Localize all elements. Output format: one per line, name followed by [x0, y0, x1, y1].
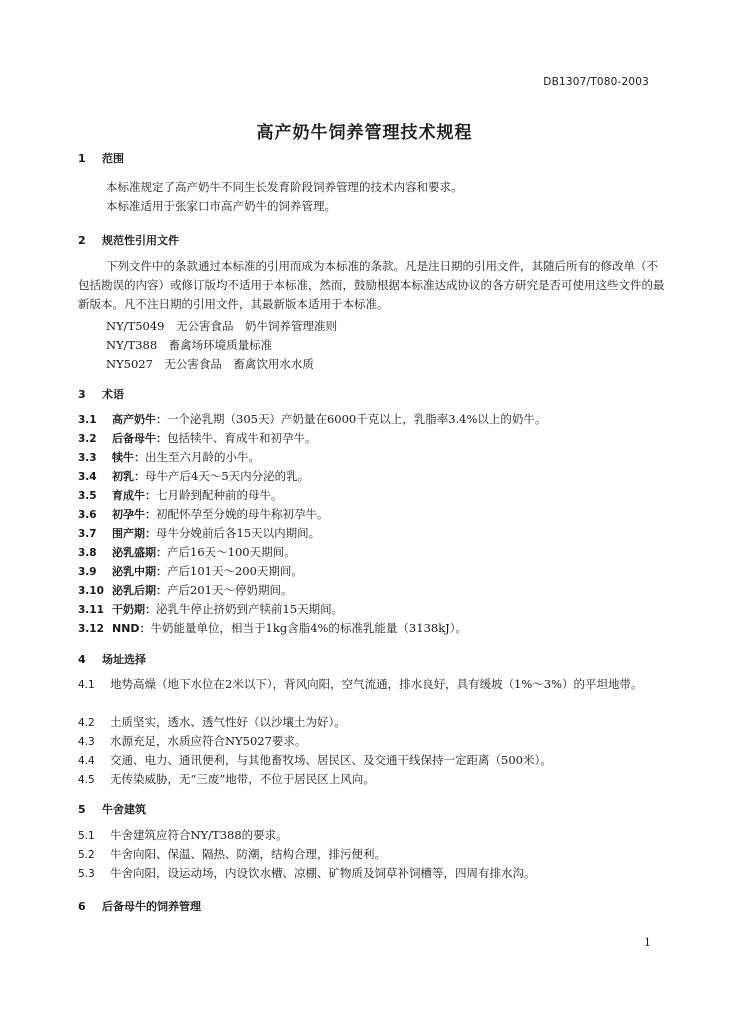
- section-number: 3: [78, 388, 86, 401]
- section-title: 范围: [102, 152, 124, 165]
- term-item: [78, 506, 678, 522]
- term-definition: 牛奶能量单位，相当于1kg含脂4%的标准乳能量（3138kJ）。: [150, 621, 468, 635]
- term-number: 3.4: [78, 471, 97, 483]
- item-number: 4.2: [78, 717, 95, 729]
- item-text: 牛舍建筑应符合NY/T388的要求。: [110, 828, 288, 842]
- term-key: NND：: [112, 622, 151, 635]
- term-item: [78, 411, 678, 427]
- term-definition: 七月龄到配种前的母牛。: [156, 488, 283, 502]
- section-number: 2: [78, 234, 86, 247]
- term-item: [78, 601, 678, 617]
- item-text: 地势高燥（地下水位在2米以下），背风向阳，空气流通，排水良好，具有缓坡（1%～3%）的平坦地带。: [110, 677, 643, 691]
- term-key: 高产奶牛：: [112, 413, 167, 426]
- section-1-heading: [78, 150, 124, 166]
- term-key: 围产期：: [112, 527, 156, 540]
- document-code: DB1307/T080-2003: [543, 76, 649, 88]
- section-5-heading: [78, 801, 146, 817]
- item-number: 5.1: [78, 830, 95, 842]
- term-key: 初乳：: [112, 470, 145, 483]
- section-6-heading: [78, 898, 201, 914]
- list-item: [78, 751, 668, 771]
- term-key: 后备母牛：: [112, 432, 167, 445]
- term-definition: 母牛产后4天～5天内分泌的乳。: [145, 469, 310, 483]
- term-definition: 初配怀孕至分娩的母牛称初孕牛。: [156, 507, 329, 521]
- section-3-heading: [78, 386, 124, 402]
- section-title: 后备母牛的饲养管理: [102, 900, 201, 913]
- term-number: 3.11: [78, 604, 104, 616]
- list-item: [78, 864, 668, 884]
- term-number: 3.7: [78, 528, 97, 540]
- item-number: 4.1: [78, 679, 95, 691]
- list-item: [78, 675, 668, 695]
- item-text: 水源充足，水质应符合NY5027要求。: [110, 734, 307, 748]
- term-number: 3.2: [78, 433, 97, 445]
- item-number: 4.5: [78, 774, 95, 786]
- term-number: 3.8: [78, 547, 97, 559]
- term-item: [78, 582, 678, 598]
- term-key: 干奶期：: [112, 603, 156, 616]
- paragraph: 本标准规定了高产奶牛不同生长发育阶段饲养管理的技术内容和要求。: [106, 180, 463, 194]
- term-definition: 包括犊牛、育成牛和初孕牛。: [167, 431, 317, 445]
- term-definition: 出生至六月龄的小牛。: [145, 450, 260, 464]
- term-number: 3.12: [78, 623, 104, 635]
- list-item: [78, 770, 668, 790]
- list-item: [78, 713, 668, 733]
- item-text: 牛舍向阳、保温、隔热、防潮，结构合理，排污便利。: [110, 847, 386, 861]
- term-key: 犊牛：: [112, 451, 145, 464]
- term-item: [78, 487, 678, 503]
- item-text: 牛舍向阳，设运动场，内设饮水槽、凉棚、矿物质及饲草补饲槽等，四周有排水沟。: [110, 866, 536, 880]
- item-text: 土质坚实，透水、透气性好（以沙壤土为好）。: [110, 715, 346, 729]
- term-number: 3.1: [78, 414, 97, 426]
- reference-item: NY/T5049 无公害食品 奶牛饲养管理准则: [106, 319, 337, 333]
- item-number: 4.3: [78, 736, 95, 748]
- term-definition: 产后16天～100天期间。: [167, 545, 296, 559]
- reference-item: NY5027 无公害食品 畜禽饮用水水质: [106, 357, 314, 371]
- term-item: [78, 563, 678, 579]
- list-item: [78, 732, 668, 752]
- section-2-heading: [78, 232, 179, 248]
- term-definition: 母牛分娩前后各15天以内期间。: [156, 526, 321, 540]
- section-number: 4: [78, 653, 86, 666]
- term-number: 3.9: [78, 566, 97, 578]
- section-number: 1: [78, 152, 86, 165]
- paragraph: 本标准适用于张家口市高产奶牛的饲养管理。: [106, 199, 336, 213]
- item-number: 4.4: [78, 755, 95, 767]
- term-item: [78, 544, 678, 560]
- reference-item: NY/T388 畜禽场环境质量标准: [106, 338, 273, 352]
- section-title: 场址选择: [102, 653, 146, 666]
- item-text: 交通、电力、通讯便利，与其他畜牧场、居民区、及交通干线保持一定距离（500米）。: [110, 753, 552, 767]
- item-text: 无传染威胁，无“三废”地带，不位于居民区上风向。: [110, 772, 375, 786]
- page-number: 1: [644, 936, 651, 949]
- item-number: 5.2: [78, 849, 95, 861]
- section-4-heading: [78, 651, 146, 667]
- document-title: 高产奶牛饲养管理技术规程: [256, 123, 473, 143]
- term-definition: 产后201天～停奶期间。: [167, 583, 293, 597]
- term-item: [78, 430, 678, 446]
- term-item: [78, 468, 678, 484]
- item-number: 5.3: [78, 868, 95, 880]
- section-number: 6: [78, 900, 86, 913]
- term-key: 泌乳中期：: [112, 565, 167, 578]
- term-item: [78, 449, 678, 465]
- term-key: 育成牛：: [112, 489, 156, 502]
- term-number: 3.5: [78, 490, 97, 502]
- term-definition: 一个泌乳期（305天）产奶量在6000千克以上，乳脂率3.4%以上的奶牛。: [167, 412, 547, 426]
- term-key: 泌乳盛期：: [112, 546, 167, 559]
- term-number: 3.10: [78, 585, 104, 597]
- section-number: 5: [78, 803, 86, 816]
- term-definition: 泌乳牛停止挤奶到产犊前15天期间。: [156, 602, 344, 616]
- term-number: 3.6: [78, 509, 97, 521]
- term-key: 泌乳后期：: [112, 584, 167, 597]
- paragraph: 下列文件中的条款通过本标准的引用而成为本标准的条款。凡是注日期的引用文件，其随后所有的修改单（不包括勘误的内容）或修订版均不适用于本标准，然而，鼓励根据本标准达成协议的各方研究是否可使用这些文件的最新版本。凡不注日期的引用文件，其最新版本适用于本标准。: [78, 259, 665, 311]
- term-key: 初孕牛：: [112, 508, 156, 521]
- term-item: [78, 620, 678, 636]
- list-item: [78, 845, 668, 865]
- section-title: 规范性引用文件: [102, 234, 179, 247]
- section-title: 牛舍建筑: [102, 803, 146, 816]
- term-number: 3.3: [78, 452, 97, 464]
- term-item: [78, 525, 678, 541]
- list-item: [78, 826, 668, 846]
- term-definition: 产后101天～200天期间。: [167, 564, 303, 578]
- section-title: 术语: [102, 388, 124, 401]
